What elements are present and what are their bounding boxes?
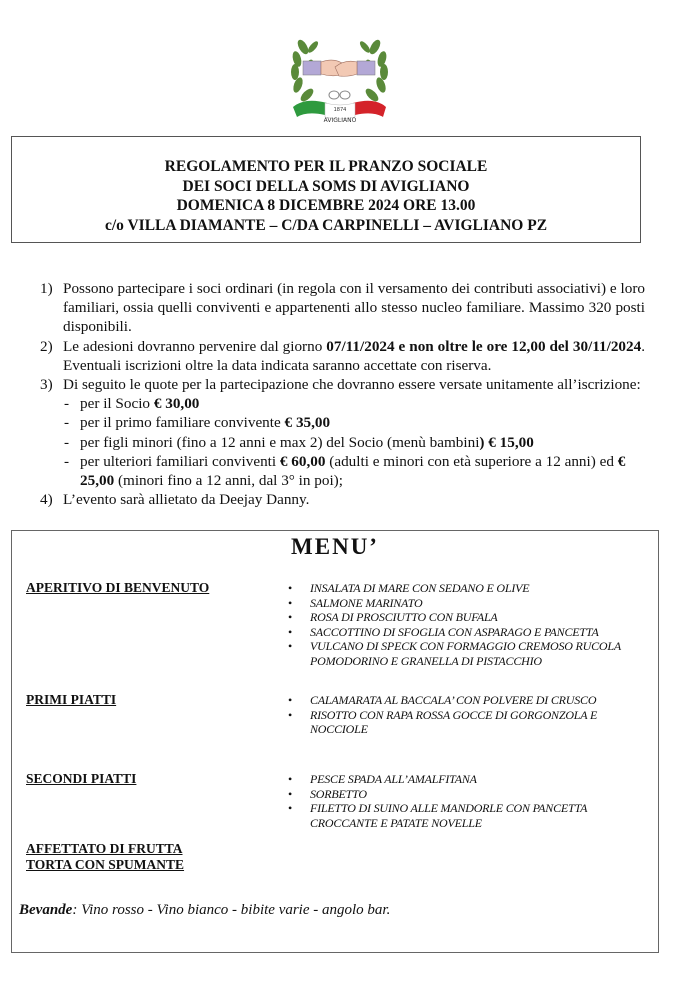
fee-item — [40, 413, 645, 432]
fee-label: per il Socio — [80, 395, 154, 413]
rule-text: Di seguito le quote per la partecipazione che dovranno essere versate unitamente all’iscrizione: — [63, 376, 641, 394]
bullet-icon: • — [288, 581, 293, 595]
fee-price: € 60,00 — [279, 452, 326, 470]
ribbon-bow-icon — [329, 91, 350, 99]
handshake-icon — [303, 60, 375, 76]
bullet-icon: • — [288, 707, 293, 722]
rule-deadline: 07/11/2024 e non oltre le ore 12,00 del 30/11/2024 — [326, 337, 642, 355]
dish-item — [285, 772, 655, 787]
bullet-icon: • — [288, 693, 293, 707]
dash: - — [64, 452, 70, 470]
dash: - — [64, 414, 70, 432]
rule-text: Le adesioni dovranno pervenire dal giorno — [63, 337, 327, 355]
dish-item — [285, 693, 655, 708]
fee-price: € 30,00 — [153, 395, 200, 413]
title-line: DOMENICA 8 DICEMBRE 2024 ORE 13.00 — [176, 197, 476, 214]
dish-name: VULCANO DI SPECK CON FORMAGGIO CREMOSO RUCOLA POMODORINO E GRANELLA DI PISTACCHIO — [310, 639, 621, 668]
fee-note: (adulti e minori con età superiore a 12 anni) ed — [325, 452, 618, 470]
dish-item — [285, 639, 655, 668]
dish-name: FILETTO DI SUINO ALLE MANDORLE CON PANCETTA CROCCANTE E PATATE NOVELLE — [310, 801, 588, 830]
dish-name: ROSA DI PROSCIUTTO CON BUFALA — [310, 610, 498, 624]
dish-name: SACCOTTINO DI SFOGLIA CON ASPARAGO E PANCETTA — [310, 624, 599, 639]
fee-note: (minori fino a 12 anni, dal 3° in poi); — [114, 472, 343, 490]
dessert-heading: TORTA CON SPUMANTE — [26, 857, 185, 872]
rule-text: . Eventuali iscrizioni oltre la data indicata saranno accettate con riserva. — [63, 337, 645, 374]
bullet-icon: • — [288, 595, 293, 610]
logo-year: 1874 — [333, 107, 347, 113]
dish-item — [285, 581, 655, 596]
menu-title: MENU’ — [291, 534, 379, 559]
title-line: REGOLAMENTO PER IL PRANZO SOCIALE — [164, 158, 488, 175]
dish-list — [285, 772, 655, 830]
course-heading: SECONDI PIATTI — [26, 771, 137, 786]
dash: - — [64, 395, 70, 413]
title-line: DEI SOCI DELLA SOMS DI AVIGLIANO — [182, 177, 470, 195]
bullet-icon: • — [288, 801, 293, 815]
rule-item — [40, 375, 645, 394]
fee-label: per ulteriori familiari conviventi — [80, 452, 280, 470]
logo-emblem — [285, 35, 395, 125]
drinks-line — [19, 902, 390, 919]
dash: - — [64, 433, 70, 451]
dish-list — [285, 693, 655, 737]
dish-name: RISOTTO CON RAPA ROSSA GOCCE DI GORGONZOLA E NOCCIOLE — [310, 707, 598, 736]
dish-item — [285, 610, 655, 625]
drinks-text: : Vino rosso - Vino bianco - bibite varie - angolo bar. — [72, 902, 391, 918]
rules-list — [40, 279, 645, 509]
dish-name: SORBETTO — [310, 786, 367, 801]
bullet-icon: • — [288, 786, 293, 801]
logo-place: AVIGLIANO — [323, 117, 357, 124]
dish-name: INSALATA DI MARE CON SEDANO E OLIVE — [310, 581, 530, 595]
rule-number: 2) — [40, 337, 53, 355]
bullet-icon: • — [288, 624, 293, 639]
rule-item — [40, 337, 645, 375]
fee-price: ) € 15,00 — [479, 433, 534, 451]
bullet-icon: • — [288, 772, 293, 786]
fee-item — [40, 433, 645, 452]
drinks-label: Bevande — [19, 902, 73, 918]
dessert-heading: AFFETTATO DI FRUTTA — [26, 841, 183, 856]
rule-number: 3) — [40, 376, 53, 394]
dish-item — [285, 787, 655, 802]
rule-item — [40, 490, 645, 509]
ribbon-green — [293, 101, 327, 117]
title-line: c/o VILLA DIAMANTE – C/DA CARPINELLI – AVIGLIANO PZ — [104, 216, 548, 234]
ribbon-red — [353, 101, 386, 117]
fee-label: per figli minori (fino a 12 anni e max 2) del Socio (menù bambini — [80, 433, 480, 451]
bullet-icon: • — [288, 610, 293, 624]
dish-list — [285, 581, 655, 668]
rule-number: 4) — [40, 491, 53, 509]
rule-text: L’evento sarà allietato da Deejay Danny. — [63, 491, 310, 509]
fee-item — [40, 394, 645, 413]
fee-item — [40, 452, 645, 490]
dish-item — [285, 801, 655, 830]
rule-text: Possono partecipare i soci ordinari (in regola con il versamento dei contributi associativi) e loro familiari, ossia quelli conviventi e appartenenti allo stesso nucleo familiare. Massimo 320 posti disponibili. — [63, 280, 645, 336]
dish-item — [285, 625, 655, 640]
fee-label: per il primo familiare convivente — [80, 414, 285, 432]
title-box — [11, 136, 641, 243]
fee-price: € 25,00 — [80, 452, 626, 490]
soms-avigliano-logo — [285, 35, 395, 125]
dish-item — [285, 596, 655, 611]
course-heading: APERITIVO DI BENVENUTO — [26, 580, 210, 595]
dish-name: CALAMARATA AL BACCALA’ CON POLVERE DI CRUSCO — [310, 693, 597, 707]
course-heading: PRIMI PIATTI — [26, 692, 117, 707]
bullet-icon: • — [288, 639, 293, 653]
menu-box — [11, 530, 659, 953]
rule-item — [40, 279, 645, 337]
fee-price: € 35,00 — [284, 414, 331, 432]
rule-number: 1) — [40, 280, 53, 297]
dish-name: SALMONE MARINATO — [310, 595, 423, 610]
dish-name: PESCE SPADA ALL’AMALFITANA — [310, 772, 477, 786]
dish-item — [285, 708, 655, 737]
